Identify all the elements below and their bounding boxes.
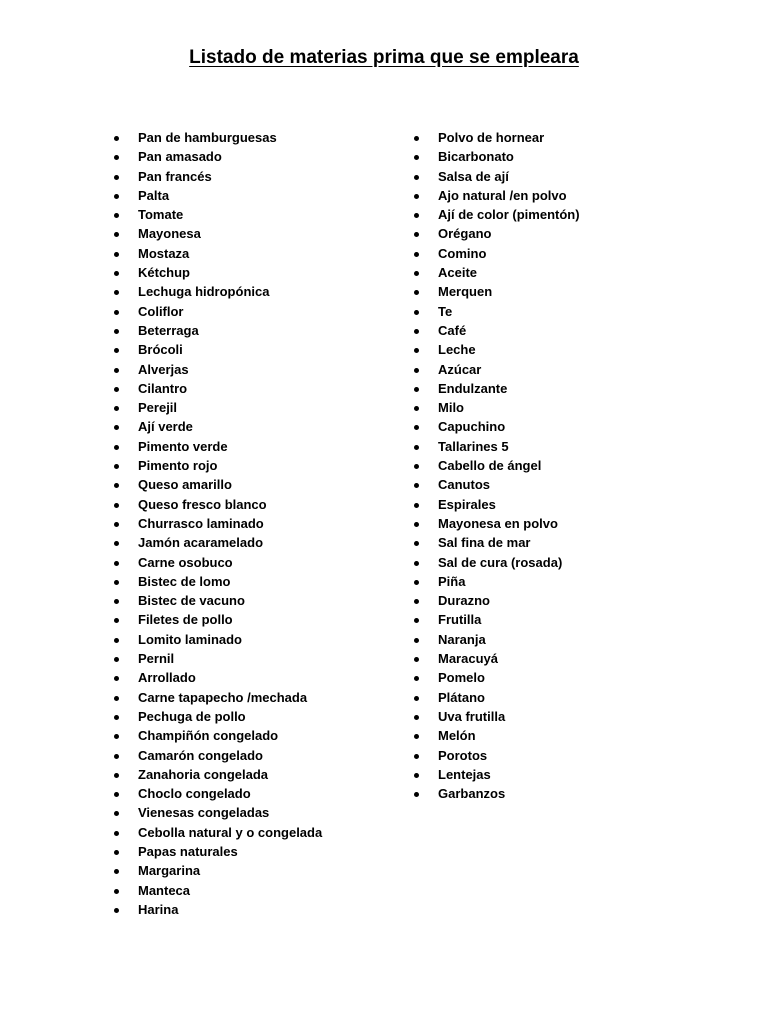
list-item bbox=[412, 514, 712, 533]
list-item-label: Pechuga de pollo bbox=[138, 708, 246, 724]
list-item-label: Uva frutilla bbox=[438, 708, 506, 724]
list-item-label: Cebolla natural y o congelada bbox=[138, 824, 323, 840]
list-item-label: Champiñón congelado bbox=[138, 728, 279, 744]
list-item bbox=[112, 263, 412, 282]
bullet-icon bbox=[414, 676, 419, 681]
list-item-label: Comino bbox=[438, 245, 487, 261]
list-item bbox=[112, 881, 412, 900]
list-item bbox=[412, 533, 712, 552]
list-item bbox=[112, 746, 412, 765]
list-item bbox=[112, 340, 412, 359]
list-item bbox=[112, 572, 412, 591]
list-item bbox=[412, 302, 712, 321]
bullet-icon bbox=[414, 136, 419, 141]
list-item bbox=[412, 244, 712, 263]
bullet-icon bbox=[114, 734, 119, 739]
list-item-label: Durazno bbox=[438, 593, 490, 609]
bullet-icon bbox=[114, 252, 119, 257]
list-item-label: Endulzante bbox=[438, 380, 508, 396]
list-item bbox=[112, 707, 412, 726]
list-item-label: Capuchino bbox=[438, 419, 506, 435]
list-item bbox=[412, 128, 712, 147]
list-item bbox=[412, 321, 712, 340]
list-item bbox=[412, 147, 712, 166]
list-item bbox=[112, 495, 412, 514]
list-item-label: Ají verde bbox=[138, 419, 193, 435]
list-item-label: Garbanzos bbox=[438, 786, 506, 802]
list-item bbox=[412, 475, 712, 494]
bullet-icon bbox=[414, 290, 419, 295]
bullet-icon bbox=[114, 792, 119, 797]
list-item-label: Pan de hamburguesas bbox=[138, 130, 277, 145]
list-item-label: Carne osobuco bbox=[138, 554, 233, 570]
list-item bbox=[412, 282, 712, 301]
bullet-icon bbox=[114, 464, 119, 469]
list-item-label: Jamón acaramelado bbox=[138, 535, 264, 551]
list-item bbox=[112, 360, 412, 379]
list-item-label: Perejil bbox=[138, 400, 178, 416]
list-item bbox=[412, 417, 712, 436]
list-item-label: Churrasco laminado bbox=[138, 515, 264, 531]
list-item bbox=[112, 205, 412, 224]
list-item bbox=[112, 688, 412, 707]
list-item-label: Zanahoria congelada bbox=[138, 766, 269, 782]
list-item bbox=[112, 668, 412, 687]
bullet-icon bbox=[114, 908, 119, 913]
list-item-label: Porotos bbox=[438, 747, 488, 763]
bullet-icon bbox=[114, 232, 119, 237]
list-item-label: Mostaza bbox=[138, 245, 190, 261]
bullet-icon bbox=[114, 831, 119, 836]
list-item bbox=[112, 726, 412, 745]
list-item bbox=[412, 360, 712, 379]
list-item bbox=[112, 128, 412, 147]
list-item bbox=[412, 224, 712, 243]
list-item-label: Tallarines 5 bbox=[438, 438, 509, 454]
list-item bbox=[412, 379, 712, 398]
list-item bbox=[412, 746, 712, 765]
list-item-label: Cilantro bbox=[138, 380, 188, 396]
list-item bbox=[412, 726, 712, 745]
bullet-icon bbox=[414, 329, 419, 334]
list-item-label: Piña bbox=[438, 573, 466, 589]
bullet-icon bbox=[114, 175, 119, 180]
list-item bbox=[412, 688, 712, 707]
list-item-label: Pernil bbox=[138, 651, 175, 667]
list-item bbox=[112, 842, 412, 861]
list-item bbox=[412, 167, 712, 186]
bullet-icon bbox=[414, 638, 419, 643]
bullet-icon bbox=[414, 580, 419, 585]
list-item bbox=[112, 900, 412, 919]
list-item bbox=[412, 591, 712, 610]
list-item-label: Kétchup bbox=[138, 265, 190, 281]
list-item bbox=[112, 244, 412, 263]
bullet-icon bbox=[114, 348, 119, 353]
list-item bbox=[412, 765, 712, 784]
list-item-label: Merquen bbox=[438, 284, 493, 300]
list-item-label: Espirales bbox=[438, 496, 496, 512]
list-item bbox=[112, 224, 412, 243]
ingredient-list-right bbox=[412, 128, 712, 803]
list-item-label: Naranja bbox=[438, 631, 486, 647]
list-item bbox=[112, 302, 412, 321]
list-item-label: Maracuyá bbox=[438, 651, 498, 667]
list-item-label: Ajo natural /en polvo bbox=[438, 187, 567, 203]
bullet-icon bbox=[414, 406, 419, 411]
bullet-icon bbox=[114, 541, 119, 546]
list-item bbox=[412, 456, 712, 475]
list-item-label: Milo bbox=[438, 400, 464, 416]
list-item bbox=[112, 610, 412, 629]
bullet-icon bbox=[114, 696, 119, 701]
bullet-icon bbox=[114, 387, 119, 392]
list-item bbox=[412, 668, 712, 687]
list-item bbox=[112, 765, 412, 784]
bullet-icon bbox=[414, 657, 419, 662]
bullet-icon bbox=[414, 368, 419, 373]
list-item-label: Lentejas bbox=[438, 766, 491, 782]
bullet-icon bbox=[414, 696, 419, 701]
list-item-label: Pimento rojo bbox=[138, 458, 218, 474]
list-item-label: Canutos bbox=[438, 477, 490, 493]
list-item-label: Frutilla bbox=[438, 612, 482, 628]
list-item bbox=[412, 437, 712, 456]
list-item bbox=[112, 437, 412, 456]
list-item bbox=[112, 591, 412, 610]
list-item bbox=[412, 205, 712, 224]
list-item-label: Leche bbox=[438, 342, 476, 358]
list-item bbox=[412, 186, 712, 205]
list-item bbox=[112, 803, 412, 822]
bullet-icon bbox=[114, 194, 119, 199]
list-item bbox=[112, 553, 412, 572]
list-item-label: Melón bbox=[438, 728, 476, 744]
bullet-icon bbox=[414, 252, 419, 257]
bullet-icon bbox=[414, 792, 419, 797]
bullet-icon bbox=[114, 618, 119, 623]
list-item-label: Vienesas congeladas bbox=[138, 805, 270, 821]
list-item bbox=[412, 340, 712, 359]
bullet-icon bbox=[114, 599, 119, 604]
bullet-icon bbox=[414, 175, 419, 180]
list-item-label: Queso fresco blanco bbox=[138, 496, 267, 512]
document-title: Listado de materias prima que se empleara bbox=[189, 47, 579, 68]
list-item bbox=[412, 398, 712, 417]
bullet-icon bbox=[114, 676, 119, 681]
list-item-label: Queso amarillo bbox=[138, 477, 232, 493]
list-item bbox=[112, 784, 412, 803]
bullet-icon bbox=[414, 213, 419, 218]
list-item-label: Carne tapapecho /mechada bbox=[138, 689, 308, 705]
list-item bbox=[412, 553, 712, 572]
bullet-icon bbox=[414, 348, 419, 353]
bullet-icon bbox=[114, 773, 119, 778]
bullet-icon bbox=[114, 483, 119, 488]
list-item bbox=[112, 514, 412, 533]
list-item bbox=[112, 630, 412, 649]
bullet-icon bbox=[114, 155, 119, 160]
list-item bbox=[112, 417, 412, 436]
list-item bbox=[112, 147, 412, 166]
list-item-label: Ají de color (pimentón) bbox=[438, 207, 580, 223]
bullet-icon bbox=[114, 368, 119, 373]
list-item-label: Aceite bbox=[438, 265, 478, 281]
list-item-label: Beterraga bbox=[138, 322, 199, 338]
list-item-label: Cabello de ángel bbox=[438, 458, 542, 474]
list-item-label: Bistec de lomo bbox=[138, 573, 231, 589]
bullet-icon bbox=[414, 503, 419, 508]
bullet-icon bbox=[114, 425, 119, 430]
bullet-icon bbox=[114, 406, 119, 411]
list-item bbox=[412, 707, 712, 726]
bullet-icon bbox=[114, 889, 119, 894]
bullet-icon bbox=[114, 136, 119, 141]
list-item bbox=[412, 263, 712, 282]
bullet-icon bbox=[114, 561, 119, 566]
list-item-label: Margarina bbox=[138, 863, 201, 879]
bullet-icon bbox=[414, 155, 419, 160]
list-item-label: Bistec de vacuno bbox=[138, 593, 245, 609]
bullet-icon bbox=[414, 464, 419, 469]
list-item-label: Mayonesa en polvo bbox=[438, 515, 558, 531]
list-item-label: Lechuga hidropónica bbox=[138, 284, 270, 300]
bullet-icon bbox=[414, 599, 419, 604]
list-item-label: Polvo de hornear bbox=[438, 130, 545, 145]
list-item-label: Alverjas bbox=[138, 361, 189, 377]
list-item-label: Arrollado bbox=[138, 670, 196, 686]
bullet-icon bbox=[114, 329, 119, 334]
list-item bbox=[112, 475, 412, 494]
list-item-label: Pomelo bbox=[438, 670, 485, 686]
bullet-icon bbox=[414, 618, 419, 623]
list-item bbox=[112, 649, 412, 668]
list-item bbox=[112, 321, 412, 340]
list-item-label: Café bbox=[438, 322, 467, 338]
bullet-icon bbox=[414, 271, 419, 276]
list-item bbox=[112, 167, 412, 186]
list-item bbox=[412, 495, 712, 514]
bullet-icon bbox=[414, 754, 419, 759]
list-item-label: Azúcar bbox=[438, 361, 482, 377]
list-item-label: Bicarbonato bbox=[438, 149, 514, 165]
list-item bbox=[112, 456, 412, 475]
list-item-label: Filetes de pollo bbox=[138, 612, 233, 628]
bullet-icon bbox=[114, 522, 119, 527]
bullet-icon bbox=[414, 483, 419, 488]
bullet-icon bbox=[114, 310, 119, 315]
list-item-label: Pan francés bbox=[138, 168, 212, 184]
list-item-label: Tomate bbox=[138, 207, 184, 223]
list-item-label: Camarón congelado bbox=[138, 747, 263, 763]
list-item-label: Salsa de ají bbox=[438, 168, 509, 184]
list-item-label: Brócoli bbox=[138, 342, 183, 358]
list-item-label: Sal de cura (rosada) bbox=[438, 554, 563, 570]
bullet-icon bbox=[114, 811, 119, 816]
bullet-icon bbox=[414, 310, 419, 315]
list-item-label: Harina bbox=[138, 901, 179, 917]
list-item bbox=[112, 398, 412, 417]
list-item-label: Lomito laminado bbox=[138, 631, 242, 647]
list-item-label: Pan amasado bbox=[138, 149, 222, 165]
bullet-icon bbox=[114, 754, 119, 759]
list-item-label: Palta bbox=[138, 187, 170, 203]
list-item bbox=[412, 610, 712, 629]
list-item bbox=[412, 649, 712, 668]
list-item-label: Te bbox=[438, 303, 453, 319]
bullet-icon bbox=[414, 194, 419, 199]
bullet-icon bbox=[114, 580, 119, 585]
bullet-icon bbox=[114, 271, 119, 276]
list-item bbox=[112, 379, 412, 398]
list-item bbox=[112, 861, 412, 880]
bullet-icon bbox=[414, 425, 419, 430]
bullet-icon bbox=[114, 850, 119, 855]
list-item-label: Pimento verde bbox=[138, 438, 228, 454]
list-item bbox=[112, 533, 412, 552]
bullet-icon bbox=[114, 445, 119, 450]
list-item-label: Plátano bbox=[438, 689, 485, 705]
list-item-label: Papas naturales bbox=[138, 843, 238, 859]
list-item bbox=[412, 784, 712, 803]
list-item-label: Sal fina de mar bbox=[438, 535, 531, 551]
bullet-icon bbox=[414, 522, 419, 527]
bullet-icon bbox=[114, 290, 119, 295]
list-item-label: Coliflor bbox=[138, 303, 184, 319]
bullet-icon bbox=[414, 734, 419, 739]
bullet-icon bbox=[114, 638, 119, 643]
bullet-icon bbox=[414, 387, 419, 392]
list-item bbox=[112, 282, 412, 301]
list-item bbox=[412, 572, 712, 591]
bullet-icon bbox=[414, 773, 419, 778]
bullet-icon bbox=[414, 232, 419, 237]
list-item bbox=[112, 186, 412, 205]
bullet-icon bbox=[414, 541, 419, 546]
bullet-icon bbox=[114, 715, 119, 720]
bullet-icon bbox=[414, 561, 419, 566]
list-item-label: Choclo congelado bbox=[138, 786, 251, 802]
bullet-icon bbox=[114, 657, 119, 662]
ingredient-list-left bbox=[112, 128, 412, 919]
bullet-icon bbox=[414, 715, 419, 720]
list-item-label: Orégano bbox=[438, 226, 492, 242]
bullet-icon bbox=[414, 445, 419, 450]
bullet-icon bbox=[114, 213, 119, 218]
bullet-icon bbox=[114, 503, 119, 508]
list-item-label: Manteca bbox=[138, 882, 191, 898]
bullet-icon bbox=[114, 869, 119, 874]
list-item-label: Mayonesa bbox=[138, 226, 201, 242]
list-item bbox=[412, 630, 712, 649]
list-item bbox=[112, 823, 412, 842]
